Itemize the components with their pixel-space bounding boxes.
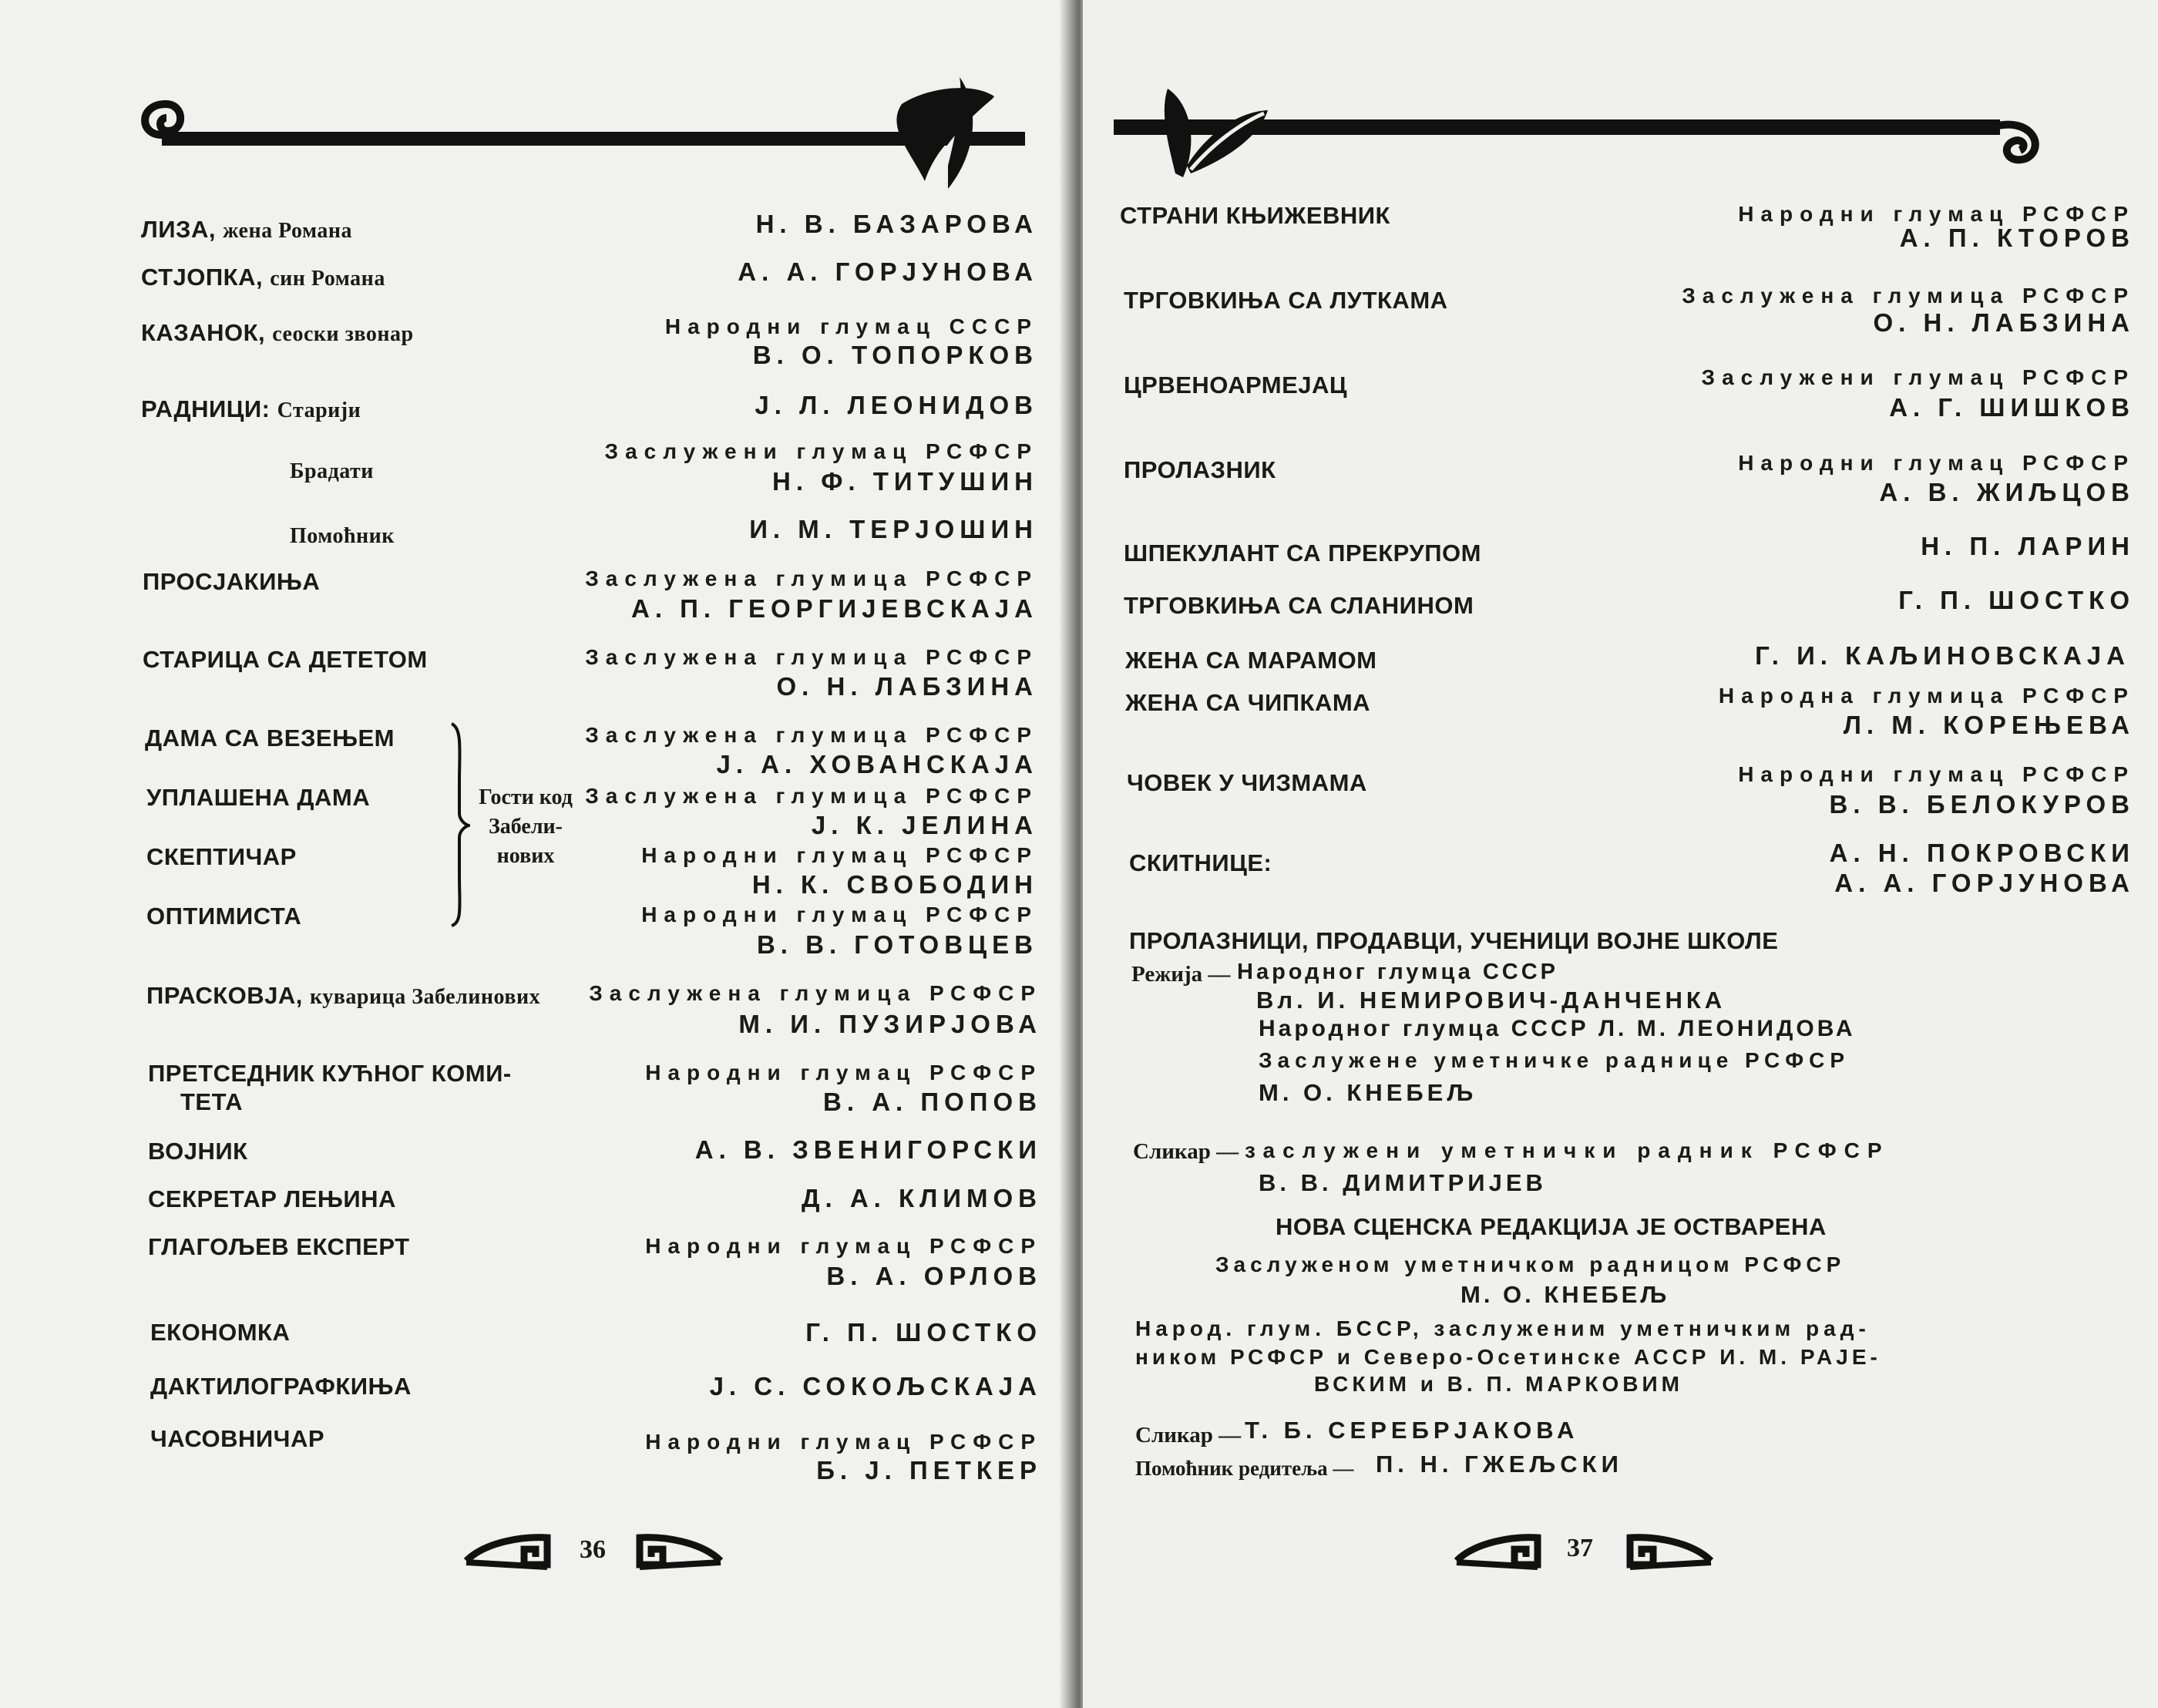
new-staging-line: ВСКИМ и В. П. МАРКОВИМ bbox=[1314, 1372, 1683, 1396]
role-kazanok: КАЗАНОК, сеоски звонар bbox=[141, 319, 414, 346]
actor: Л. М. КОРЕЊЕВА bbox=[1843, 711, 2135, 739]
actor-title: Заслужени глумац РСФСР bbox=[604, 439, 1038, 463]
assistant-label: Помоћник редитеља — bbox=[1135, 1457, 1354, 1480]
role-stjopka: СТЈОПКА, син Романа bbox=[141, 264, 385, 291]
guests-note: Гости код Забели- нових bbox=[479, 785, 573, 868]
assistant-name: П. Н. ГЖЕЉСКИ bbox=[1376, 1451, 1623, 1478]
actor: Ј. А. ХОВАНСКАЈА bbox=[716, 750, 1038, 778]
brace-icon bbox=[447, 721, 470, 929]
role-spekulant: ШПЕКУЛАНТ СА ПРЕКРУПОМ bbox=[1124, 540, 1481, 567]
role-casovnicar: ЧАСОВНИЧАР bbox=[150, 1425, 325, 1452]
actor: Б. Ј. ПЕТКЕР bbox=[816, 1456, 1042, 1484]
actor-title: Заслужена глумица РСФСР bbox=[585, 784, 1038, 808]
role-strani-knjizevnik: СТРАНИ КЊИЖЕВНИК bbox=[1120, 202, 1390, 229]
actor: А. П. КТОРОВ bbox=[1899, 224, 2135, 252]
actor: В. А. ПОПОВ bbox=[823, 1088, 1042, 1116]
new-staging-heading: НОВА СЦЕНСКА РЕДАКЦИЈА ЈЕ ОСТВАРЕНА bbox=[1276, 1213, 1827, 1240]
designer-label: Сликар — bbox=[1133, 1139, 1239, 1164]
actor-title: Заслужени глумац РСФСР bbox=[1701, 365, 2135, 389]
role-skitnice: СКИТНИЦЕ: bbox=[1129, 849, 1272, 876]
actor-title: Заслужена глумица РСФСР bbox=[1682, 284, 2135, 308]
actor: Ј. С. СОКОЉСКАЈА bbox=[709, 1372, 1042, 1400]
role-sekretar: СЕКРЕТАР ЛЕЊИНА bbox=[148, 1185, 396, 1212]
actor: И. М. ТЕРЈОШИН bbox=[749, 515, 1038, 543]
role-starica: СТАРИЦА СА ДЕТЕТОМ bbox=[143, 646, 428, 673]
designer2-label: Сликар — bbox=[1135, 1423, 1242, 1447]
role-optimista: ОПТИМИСТА bbox=[146, 903, 302, 930]
direction-line: Вл. И. НЕМИРОВИЧ-ДАНЧЕНКА bbox=[1256, 987, 1726, 1014]
actor: Г. П. ШОСТКО bbox=[1898, 586, 2135, 614]
new-staging-line: Заслуженом уметничком радницом РСФСР bbox=[1215, 1252, 1846, 1276]
actor: А. В. ЖИЉЦОВ bbox=[1879, 478, 2135, 506]
actor-title: Народни глумац РСФСР bbox=[645, 1061, 1042, 1084]
role-radnici: РАДНИЦИ: Старији bbox=[141, 395, 361, 422]
role-praskovja: ПРАСКОВЈА, куварица Забелинових bbox=[146, 982, 541, 1009]
actor: А. Н. ПОКРОВСКИ bbox=[1829, 839, 2135, 867]
actor: А. В. ЗВЕНИГОРСКИ bbox=[694, 1135, 1042, 1164]
role-pretsednik-cont: ТЕТА bbox=[180, 1088, 243, 1115]
actor: Н. К. СВОБОДИН bbox=[751, 870, 1038, 899]
actor: В. В. ГОТОВЦЕВ bbox=[756, 930, 1038, 959]
role-dama-vezenje: ДАМА СА ВЕЗЕЊЕМ bbox=[145, 725, 395, 751]
page-number: 37 bbox=[1567, 1534, 1593, 1562]
actor: А. П. ГЕОРГИЈЕВСКАЈА bbox=[631, 594, 1038, 623]
designer2-name: Т. Б. СЕРЕБРЈАКОВА bbox=[1245, 1417, 1579, 1444]
page-number: 36 bbox=[580, 1535, 606, 1564]
designer-name: В. В. ДИМИТРИЈЕВ bbox=[1259, 1169, 1547, 1196]
role-zena-cipke: ЖЕНА СА ЧИПКАМА bbox=[1125, 689, 1371, 716]
designer-line: заслужени уметнички радник РСФСР bbox=[1245, 1138, 1890, 1162]
role-crvenoarmejac: ЦРВЕНОАРМЕЈАЦ bbox=[1124, 372, 1348, 398]
role-glagoljev: ГЛАГОЉЕВ ЕКСПЕРТ bbox=[148, 1233, 410, 1260]
actor: А. А. ГОРЈУНОВА bbox=[1834, 869, 2135, 897]
actor: Ј. Л. ЛЕОНИДОВ bbox=[755, 391, 1038, 419]
left-page bbox=[0, 0, 1075, 1708]
direction-line: М. О. КНЕБЕЉ bbox=[1259, 1079, 1477, 1106]
actor-title: Народна глумица РСФСР bbox=[1718, 684, 2135, 708]
direction-line: Народног глумца СССР Л. М. ЛЕОНИДОВА bbox=[1259, 1016, 1856, 1041]
actor-title: Заслужена глумица РСФСР bbox=[585, 723, 1038, 747]
actor-title: Народни глумац РСФСР bbox=[641, 903, 1038, 926]
role-pomocnik: Помоћник bbox=[290, 524, 395, 548]
role-trgovkinja-slanina: ТРГОВКИЊА СА СЛАНИНОМ bbox=[1124, 592, 1474, 619]
scroll-line-icon bbox=[1114, 73, 2054, 189]
role-vojnik: ВОЈНИК bbox=[148, 1138, 248, 1165]
actor: Ј. К. ЈЕЛИНА bbox=[811, 811, 1038, 839]
actor: О. Н. ЛАБЗИНА bbox=[1873, 308, 2135, 337]
new-staging-line: Народ. глум. БССР, заслуженим уметничким рад- bbox=[1135, 1316, 1871, 1340]
actor-title: Заслужена глумица РСФСР bbox=[585, 567, 1038, 590]
extras-heading: ПРОЛАЗНИЦИ, ПРОДАВЦИ, УЧЕНИЦИ ВОЈНЕ ШКОЛЕ bbox=[1129, 927, 1779, 954]
right-page bbox=[1083, 0, 2158, 1708]
role-prosjakinja: ПРОСЈАКИЊА bbox=[143, 568, 321, 595]
role-zena-marama: ЖЕНА СА МАРАМОМ bbox=[1125, 647, 1377, 674]
actor: О. Н. ЛАБЗИНА bbox=[776, 672, 1038, 701]
direction-line: Заслужене уметничке раднице РСФСР bbox=[1259, 1048, 1850, 1072]
direction-label: Режија — bbox=[1131, 962, 1231, 987]
actor: А. Г. ШИШКОВ bbox=[1889, 393, 2135, 422]
actor: Н. В. БАЗАРОВА bbox=[755, 210, 1038, 238]
actor: Г. П. ШОСТКО bbox=[805, 1318, 1042, 1347]
role-trgovkinja-lutke: ТРГОВКИЊА СА ЛУТКАМА bbox=[1124, 287, 1448, 314]
actor: Н. Ф. ТИТУШИН bbox=[772, 467, 1038, 496]
role-pretsednik: ПРЕТСЕДНИК КУЋНОГ КОМИ- bbox=[148, 1060, 512, 1087]
actor-title: Народни глумац РСФСР bbox=[645, 1234, 1042, 1258]
actor-title: Заслужена глумица РСФСР bbox=[589, 981, 1042, 1005]
actor-title: Народни глумац РСФСР bbox=[1738, 202, 2135, 226]
role-ekonomka: ЕКОНОМКА bbox=[150, 1319, 291, 1346]
actor: В. О. ТОПОРКОВ bbox=[752, 341, 1038, 369]
scroll-line-icon bbox=[131, 73, 1040, 189]
actor-title: Заслужена глумица РСФСР bbox=[585, 645, 1038, 669]
actor-title: Народни глумац РСФСР bbox=[1738, 762, 2135, 786]
actor: Д. А. КЛИМОВ bbox=[801, 1184, 1042, 1212]
role-bradati: Брадати bbox=[290, 459, 374, 483]
actor: А. А. ГОРЈУНОВА bbox=[738, 257, 1038, 286]
actor-title: Народни глумац СССР bbox=[664, 314, 1038, 338]
actor-title: Народни глумац РСФСР bbox=[1738, 451, 2135, 475]
actor: Г. И. КАЉИНОВСКАЈА bbox=[1755, 641, 2130, 670]
role-uplasena-dama: УПЛАШЕНА ДАМА bbox=[146, 784, 371, 811]
new-staging-line: М. О. КНЕБЕЉ bbox=[1461, 1281, 1670, 1308]
role-liza: ЛИЗА, жена Романа bbox=[141, 216, 352, 243]
actor: М. И. ПУЗИРЈОВА bbox=[738, 1010, 1042, 1038]
new-staging-line: ником РСФСР и Северо-Осетинске АССР И. М. РАЈЕ- bbox=[1135, 1345, 1881, 1369]
role-skepticar: СКЕПТИЧАР bbox=[146, 843, 297, 870]
leaf-ornament-icon bbox=[1165, 89, 1268, 177]
role-prolaznik: ПРОЛАЗНИК bbox=[1124, 456, 1276, 483]
actor: В. В. БЕЛОКУРОВ bbox=[1829, 790, 2135, 819]
role-daktilografkinja: ДАКТИЛОГРАФКИЊА bbox=[150, 1373, 412, 1400]
actor: В. А. ОРЛОВ bbox=[826, 1262, 1042, 1290]
role-covek-cizme: ЧОВЕК У ЧИЗМАМА bbox=[1127, 769, 1367, 796]
actor-title: Народни глумац РСФСР bbox=[645, 1430, 1042, 1454]
actor-title: Народни глумац РСФСР bbox=[641, 843, 1038, 867]
actor: Н. П. ЛАРИН bbox=[1921, 532, 2135, 560]
direction-line: Народног глумца СССР bbox=[1237, 960, 1559, 984]
